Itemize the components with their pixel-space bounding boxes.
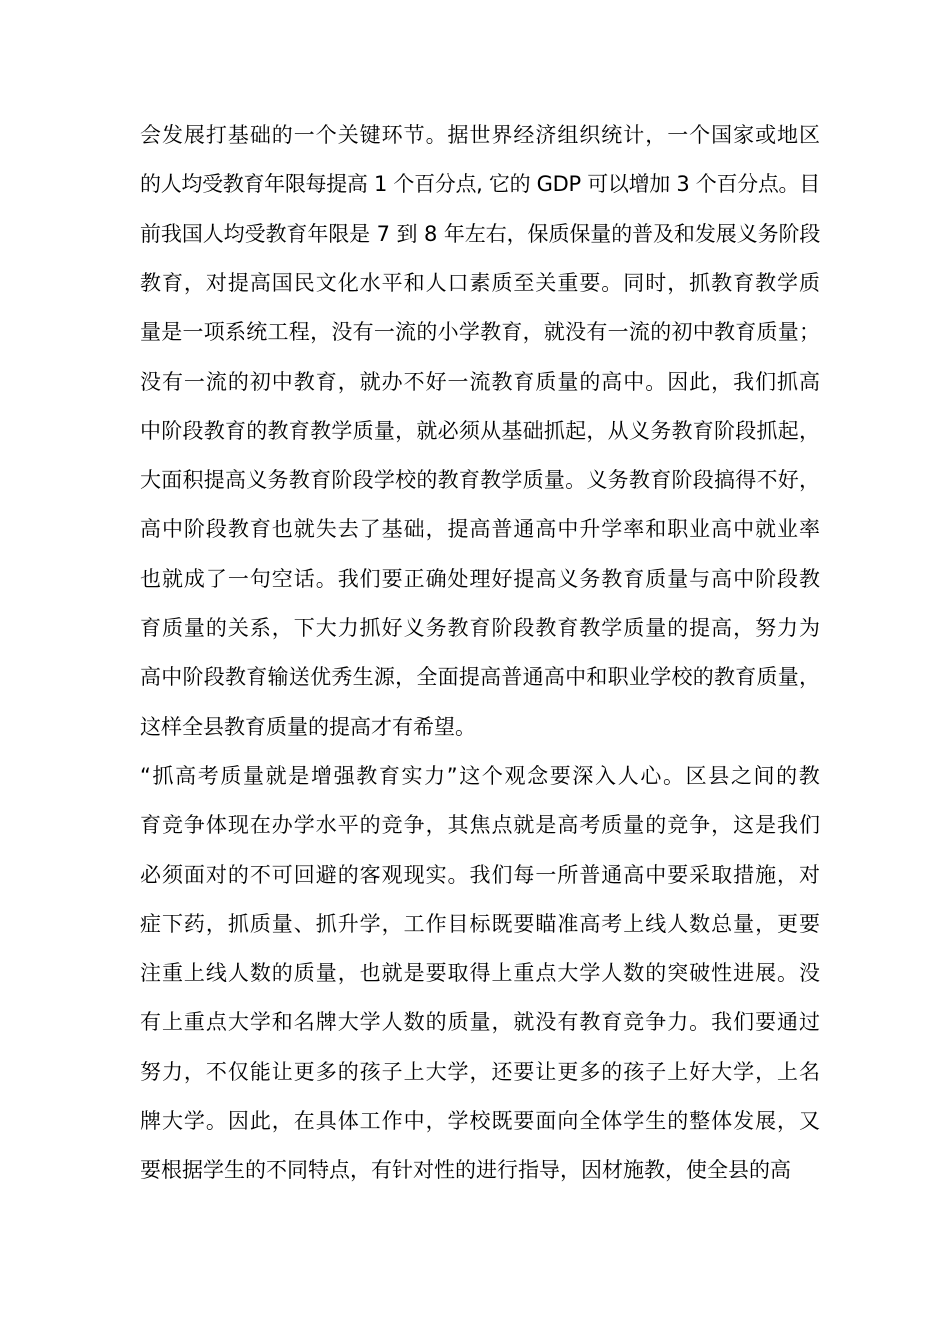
text-line: 注重上线人数的质量，也就是要取得上重点大学人数的突破性进展。没 <box>140 961 821 986</box>
text-line: 努力，不仅能让更多的孩子上大学，还要让更多的孩子上好大学，上名 <box>140 1059 821 1084</box>
text-line: 高中阶段教育也就失去了基础，提高普通高中升学率和职业高中就业率 <box>140 517 821 542</box>
text-line: 也就成了一句空话。我们要正确处理好提高义务教育质量与高中阶段教 <box>140 566 821 591</box>
text-line: 牌大学。因此，在具体工作中，学校既要面向全体学生的整体发展，又 <box>140 1109 821 1133</box>
text-line: 必须面对的不可回避的客观现实。我们每一所普通高中要采取措施，对 <box>140 862 821 887</box>
text-line: 要根据学生的不同特点，有针对性的进行指导，因材施教，使全县的高 <box>140 1158 791 1183</box>
text-line: 量是一项系统工程，没有一流的小学教育，就没有一流的初中教育质量； <box>140 320 821 345</box>
text-line: 没有一流的初中教育，就办不好一流教育质量的高中。因此，我们抓高 <box>140 369 821 394</box>
text-line: 会发展打基础的一个关键环节。据世界经济组织统计，一个国家或地区 <box>140 123 821 147</box>
text-line: 育竞争体现在办学水平的竞争，其焦点就是高考质量的竞争，这是我们 <box>140 813 821 838</box>
text-line: “抓高考质量就是增强教育实力”这个观念要深入人心。区县之间的教 <box>140 763 822 788</box>
text-line: 教育，对提高国民文化水平和人口素质至关重要。同时，抓教育教学质 <box>140 270 821 295</box>
text-line: 有上重点大学和名牌大学人数的质量，就没有教育竞争力。我们要通过 <box>140 1010 821 1035</box>
text-line: 症下药，抓质量、抓升学，工作目标既要瞄准高考上线人数总量，更要 <box>140 911 821 936</box>
text-line: 中阶段教育的教育教学质量，就必须从基础抓起，从义务教育阶段抓起， <box>140 418 821 443</box>
text-line: 这样全县教育质量的提高才有希望。 <box>140 714 476 739</box>
text-line: 大面积提高义务教育阶段学校的教育教学质量。义务教育阶段搞得不好， <box>140 468 821 493</box>
text-line: 高中阶段教育输送优秀生源，全面提高普通高中和职业学校的教育质量， <box>140 665 821 690</box>
text-line: 育质量的关系，下大力抓好义务教育阶段教育教学质量的提高，努力为 <box>140 616 821 640</box>
text-line: 的人均受教育年限每提高 1 个百分点, 它的 GDP 可以增加 3 个百分点。目 <box>140 172 820 197</box>
text-line: 前我国人均受教育年限是 7 到 8 年左右，保质保量的普及和发展义务阶段 <box>140 221 821 246</box>
